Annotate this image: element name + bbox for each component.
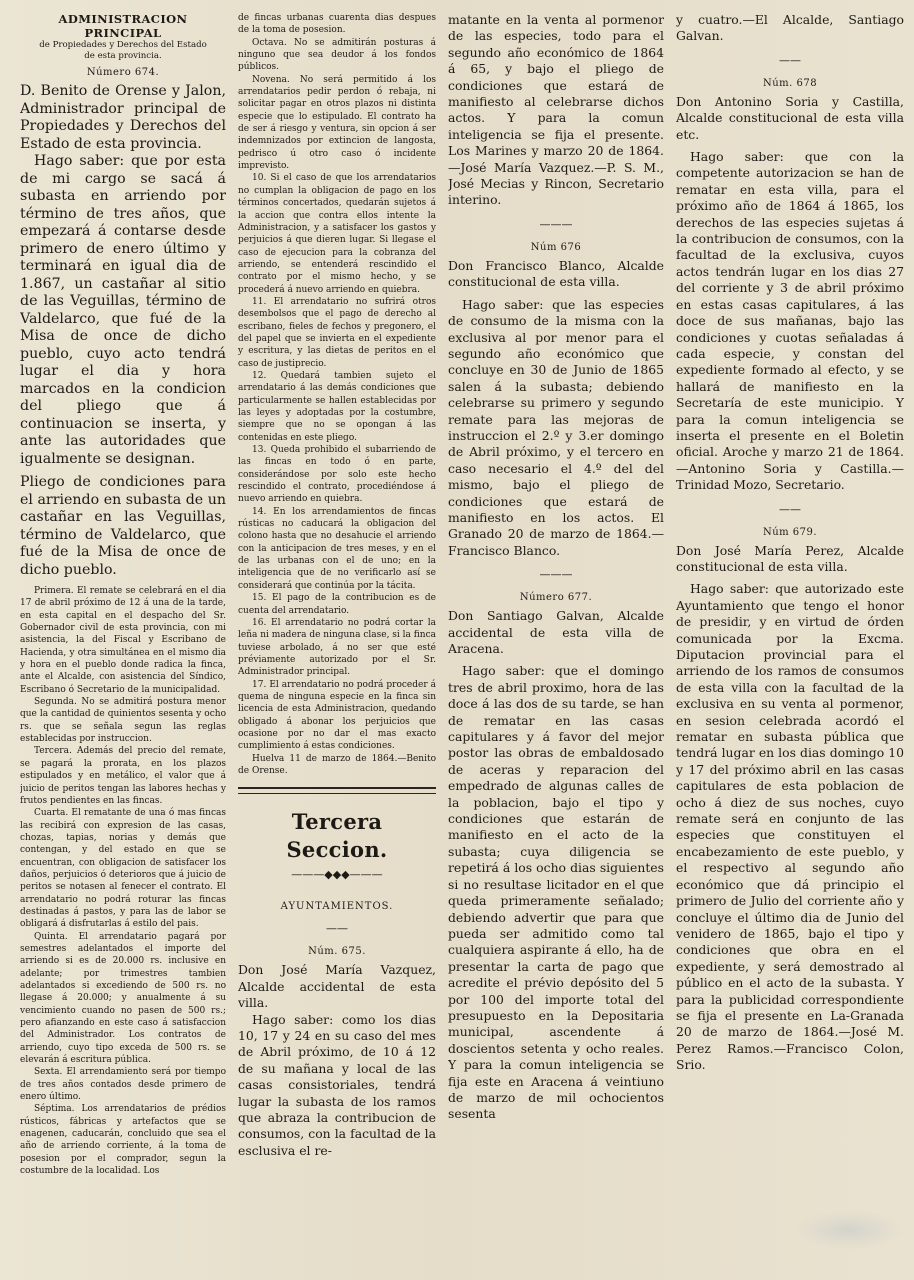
condition-paragraph: Primera. El remate se celebrará en el dia 17 de abril próximo de 12 á una de la tarde, en esta capital en el despacho del Sr. Gobernador civil de esta provincia, con mi asistencia, la del Fiscal y Escribano de Hacienda, y otra simultánea en el mismo dia y hora en el pueblo donde radica la finca, ante el Alcalde, con asistencia del Síndico, Escribano ó Secretario de la municipalidad. bbox=[20, 586, 226, 695]
dash-divider: —— bbox=[779, 502, 801, 516]
condition-paragraph: Octava. No se admitirán posturas á ninguno que sea deudor á los fondos públicos. bbox=[238, 37, 436, 73]
condition-paragraph: Cuarta. El rematante de una ó mas fincas las recibirá con expresion de las casas, chozas, tapias, norias y demás que contengan, y del estado en que se encuentran, con obligacion de satisfacer los daños, perjuicios ó deterioros que á juicio de peritos se notasen al fenecer el contrato. El arrendatario no podrá roturar las fincas destinadas á pastos, y para las de labor se obligará á disfrutarlas á estilo del pais. bbox=[20, 808, 226, 930]
section-rule bbox=[238, 787, 436, 794]
dash-divider: —— bbox=[326, 922, 348, 936]
notice-number: Núm 676 bbox=[530, 241, 582, 253]
condition-paragraph: 13. Queda prohibido el subarriendo de las fincas en todo ó en parte, considerándose por solo este hecho rescindido el contrato, procediéndose á nuevo arriendo en quiebra. bbox=[238, 445, 436, 505]
section-subheader-2: de esta provincia. bbox=[84, 51, 162, 61]
condition-paragraph: Quinta. El arrendatario pagará por semestres adelantados el importe del arriendo si es de 20.000 rs. inclusive en adelante; por trimestres tambien adelantados si excediendo de 500 rs. no llegase á 20.000; y anualmente á su vencimiento cuando no pasen de 500 rs.; pero afianzando en este caso á satisfaccion del Administrador. Los contratos de arriendo, cuyo tipo exceda de 500 rs. se elevarán á escritura pública. bbox=[20, 931, 226, 1066]
condition-paragraph: 17. El arrendatario no podrá proceder á quema de ninguna especie en la finca sin licencia de esta Administracion, quedando obligado á abonar los perjuicios que ocasione por no dar el mas exacto cumplimiento á estas condiciones. bbox=[238, 679, 436, 752]
condition-paragraph: Séptima. Los arrendatarios de prédios rústicos, fábricas y artefactos que se enagenen, caducarán, concluido que sea el año de arriendo corriente, á la toma de posesion por el comprador, segun la costumbre de la localidad. Los bbox=[20, 1104, 226, 1177]
dash-divider: ——— bbox=[539, 568, 573, 582]
notice-body: Hago saber: que autorizado este Ayuntamiento que tengo el honor de presidir, y en virtud de órden comunicada por la Excma. Diputacion provincial para el arriendo de los ramos de consumos de esta villa con la facultad de la exclusiva en su venta al pormenor, en sesion celebrada acordó el rematar en subasta pública que tendrá lugar en los dias domingo 10 y 17 del próximo abril en las casas capitulares de esta poblacion de ocho á diez de sus noches, cuyo remate será en conjunto de las especies que constituyen el encabezamiento de este pueblo, y el respectivo al segundo año económico que dá principio el primero de Julio del corriente año y concluye el último dia de Junio del venidero de 1865, bajo el tipo y condiciones que obra en el expediente, y será demostrado al público en el acto de la subasta. Y para la publicidad correspondiente se fija el presente en La-Granada 20 de marzo de 1864.—José M. Perez Ramos.—Francisco Colon, Srio. bbox=[676, 581, 904, 1073]
notice-title: Don José María Vazquez, Alcalde accidental de esta villa. bbox=[238, 962, 436, 1011]
dash-divider: ——— bbox=[539, 217, 573, 231]
column-4 bbox=[676, 12, 904, 1270]
condition-paragraph: Sexta. El arrendamiento será por tiempo de tres años contados desde primero de enero último. bbox=[20, 1067, 226, 1103]
notice-title: Don Francisco Blanco, Alcalde constitucional de esta villa. bbox=[448, 257, 664, 290]
condition-paragraph: 11. El arrendatario no sufrirá otros desembolsos que el pago de derecho al escribano, fieles de fechos y pregonero, el del papel que se invierta en el expediente y escritura, y las dietas de peritos en el caso de justiprecio. bbox=[238, 296, 436, 369]
condition-paragraph: 12. Quedará tambien sujeto el arrendatario á las demás condiciones que particularmente se hallen establecidas por las leyes y adoptadas por la costumbre, siempre que no se opongan á las contenidas en este pliego. bbox=[238, 370, 436, 443]
notice-body: Hago saber: que las especies de consumo de la misma con la exclusiva al por menor para el segundo año económico que concluye en 30 de Junio de 1865 salen á la subasta; debiendo celebrarse su primero y segundo remate para las mejoras de instruccion el 2.º y 3.er domingo de Abril próximo, y el tercero en caso necesario el 4.º del del mismo, bajo el pliego de condiciones que estará de manifiesto en los actos. El Granado 20 de marzo de 1864.—Francisco Blanco. bbox=[448, 296, 664, 558]
notice-body: Hago saber: que el domingo tres de abril proximo, hora de las doce á las dos de su tarde, se han de rematar en las casas capitulares y á favor del mejor postor las obras de embaldosado de aceras y reparacion del empedrado de algunas calles de la poblacion, bajo el tipo y condiciones que estarán de manifiesto en el acto de la subasta; cuya diligencia se repetirá á los ocho dias siguientes si no resultase licitador en el que queda primeramente señalado; debiendo advertir que para que pueda ser admitido como tal cualquiera aspirante á ello, ha de presentar la carta de pago que acredite el prévio depósito del 5 por 100 del importe total del presupuesto en la Depositaria municipal, ascendente á doscientos setenta y ocho reales. Y para la comun inteligencia se fija este en Aracena á veintiuno de marzo de mil ochocientos sesenta bbox=[448, 663, 664, 1122]
section-subheader: de Propiedades y Derechos del Estado bbox=[39, 40, 207, 50]
column-3 bbox=[448, 12, 664, 1270]
ornament-divider: ———◆◆◆——— bbox=[291, 868, 383, 882]
notice-number: Número 674. bbox=[86, 67, 160, 78]
section-header: ADMINISTRACION PRINCIPAL bbox=[58, 12, 188, 40]
notice-number: Núm. 675. bbox=[308, 946, 366, 958]
condition-paragraph: Segunda. No se admitirá postura menor que la cantidad de quinientos sesenta y ocho rs. que se señala segun las reglas establecidas por instruccion. bbox=[20, 697, 226, 745]
notice-body-continued: matante en la venta al pormenor de las especies, todo para el segundo año económico de 1864 á 65, y bajo el pliego de condiciones que estará de manifiesto al celebrarse dichos actos. Y para la comun inteligencia se fija el presente. Los Marines y marzo 20 de 1864.—José María Vazquez.—P. S. M., José Mecias y Rincon, Secretario interino. bbox=[448, 12, 664, 208]
notice-title: Don José María Perez, Alcalde constitucional de esta villa. bbox=[676, 542, 904, 574]
column-1 bbox=[20, 12, 226, 1270]
conditions-heading: Pliego de condiciones para el arriendo en subasta de un castañar en las Veguillas, término de Valdelarco, que fué de la Misa de once de dicho pueblo. bbox=[20, 474, 226, 578]
notice-title: Don Antonino Soria y Castilla, Alcalde constitucional de esta villa etc. bbox=[676, 93, 904, 142]
condition-paragraph: 10. Si el caso de que los arrendatarios no cumplan la obligacion de pago en los términos concertados, quedarán sujetos á la accion que contra ellos intente la Administracion, y a satisfacer los gastos y perjuicios á que dieren lugar. Si llegase el caso de ejecucion para la cobranza del arriendo, se entenderá rescindido el contrato por el mismo hecho, y se procederá á nuevo arriendo en quiebra. bbox=[238, 173, 436, 295]
notice-body: Hago saber: que con la competente autorizacion se han de rematar en esta villa, para el próximo año de 1864 á 1865, los derechos de las especies sujetas á la contribucion de consumos, con la facultad de la exclusiva, cuyos actos tendrán lugar en los dias 27 del corriente y 3 de abril próximo en estas casas capitulares, á las doce de sus mañanas, bajo las condiciones y cuotas señaladas á cada especie, y constan del expediente formado al efecto, y se hallará de manifiesto en la Secretaría de este municipio. Y para la comun inteligencia se inserta el presente en el Boletin oficial. Aroche y marzo 21 de 1864.—Antonino Soria y Castilla.—Trinidad Mozo, Secretario. bbox=[676, 149, 904, 493]
notice-title: D. Benito de Orense y Jalon, Administrador principal de Propiedades y Derechos del Estado de esta provincia. bbox=[20, 83, 226, 152]
condition-paragraph: 14. En los arrendamientos de fincas rústicas no caducará la obligacion del colono hasta que no desahucie el arriendo con la anticipacion de tres meses, y en el de las urbanas con el de uno; en la inteligencia que de no verificarlo así se considerará que continúa por la tácita. bbox=[238, 506, 436, 591]
paper-stain bbox=[794, 1210, 904, 1250]
notice-number: Núm 679. bbox=[762, 526, 818, 538]
notice-body-continued: y cuatro.—El Alcalde, Santiago Galvan. bbox=[676, 12, 904, 44]
condition-paragraph: Tercera. Además del precio del remate, se pagará la prorata, en los plazos estipulados y en metálico, el valor que á juicio de peritos tengan las labores hechas y frutos pendientes en las fincas. bbox=[20, 746, 226, 806]
column-2 bbox=[238, 12, 436, 1270]
notice-number: Número 677. bbox=[519, 592, 593, 604]
notice-signature: Huelva 11 de marzo de 1864.—Benito de Orense. bbox=[238, 753, 436, 776]
condition-paragraph: Novena. No será permitido á los arrendatarios pedir perdon ó rebaja, ni solicitar pagar en otros plazos ni distinta especie que lo estipulado. El contrato ha de ser á riesgo y ventura, sin opcion á ser indemnizados por extincion de langosta, pedrisco ú otro caso ó incidente imprevisto. bbox=[238, 74, 436, 172]
dash-divider: —— bbox=[779, 53, 801, 67]
section-title: Tercera Seccion. bbox=[286, 809, 388, 863]
notice-body: Hago saber: como los dias 10, 17 y 24 en su caso del mes de Abril próximo, de 10 á 12 de su mañana y local de las casas consistoriales, tendrá lugar la subasta de los ramos que abraza la contribucion de consumos, con la facultad de la esclusiva el re- bbox=[238, 1011, 436, 1158]
condition-paragraph: 15. El pago de la contribucion es de cuenta del arrendatario. bbox=[238, 593, 436, 616]
notice-body: Hago saber: que por esta de mi cargo se sacá á subasta en arriendo por término de tres años, que empezará á contarse desde primero de enero último y terminará en igual dia de 1.867, un castañar al sitio de las Veguillas, término de Valdelarco, que fué de la Misa de once de dicho pueblo, cuyo acto tendrá lugar el dia y hora marcados en la condicion del pliego que á continuacion se inserta, y ante las autoridades que igualmente se designan. bbox=[20, 153, 226, 467]
notice-title: Don Santiago Galvan, Alcalde accidental de esta villa de Aracena. bbox=[448, 608, 664, 656]
notice-number: Núm. 678 bbox=[762, 77, 818, 89]
subsection-heading: AYUNTAMIENTOS. bbox=[280, 901, 394, 913]
condition-paragraph: 16. El arrendatario no podrá cortar la leña ni madera de ninguna clase, si la finca tuviese arbolado, á no ser que esté préviamente autorizado por el Sr. Administrador principal. bbox=[238, 617, 436, 678]
condition-paragraph: de fincas urbanas cuarenta dias despues de la toma de posesion. bbox=[238, 13, 436, 36]
